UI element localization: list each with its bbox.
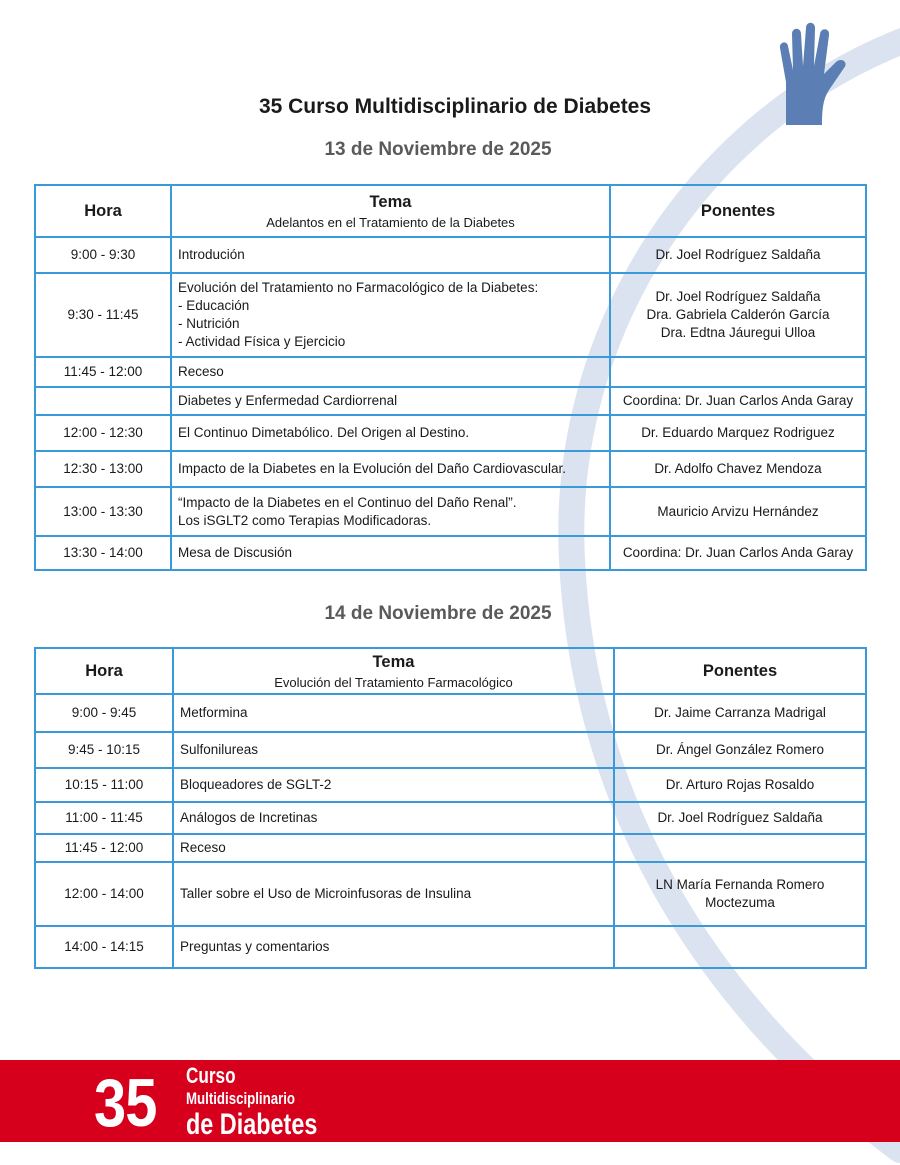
- cell-ponentes: Dr. Joel Rodríguez Saldaña Dra. Gabriela Calderón García Dra. Edtna Jáuregui Ulloa: [610, 273, 866, 357]
- column-header-tema-subtitle: Adelantos en el Tratamiento de la Diabetes: [266, 214, 515, 230]
- cell-tema: Impacto de la Diabetes en la Evolución del Daño Cardiovascular.: [171, 451, 610, 487]
- table-row: [35, 926, 866, 968]
- column-header-tema: [171, 185, 610, 237]
- table-row: [35, 415, 866, 451]
- cell-hora: 9:00 - 9:30: [35, 237, 171, 273]
- cell-hora: 12:30 - 13:00: [35, 451, 171, 487]
- cell-ponentes: Dr. Joel Rodríguez Saldaña: [610, 237, 866, 273]
- cell-tema: Bloqueadores de SGLT-2: [173, 768, 614, 802]
- cell-hora: 9:30 - 11:45: [35, 273, 171, 357]
- footer-logo-line2: Multidisciplinario: [186, 1089, 296, 1108]
- cell-hora: 12:00 - 12:30: [35, 415, 171, 451]
- cell-tema: Receso: [171, 357, 610, 387]
- cell-hora: 9:45 - 10:15: [35, 732, 173, 768]
- table-row: [35, 802, 866, 834]
- cell-tema: Introdución: [171, 237, 610, 273]
- table-row: [35, 862, 866, 926]
- cell-tema: Taller sobre el Uso de Microinfusoras de Insulina: [173, 862, 614, 926]
- column-header-tema-label: Tema: [372, 652, 415, 671]
- table-header-row: [35, 648, 866, 694]
- page-title: 35 Curso Multidisciplinario de Diabetes: [258, 95, 652, 118]
- cell-hora: 13:30 - 14:00: [35, 536, 171, 570]
- cell-tema: Mesa de Discusión: [171, 536, 610, 570]
- cell-hora: 11:00 - 11:45: [35, 802, 173, 834]
- cell-ponentes: Dr. Ángel González Romero: [614, 732, 866, 768]
- cell-hora: 10:15 - 11:00: [35, 768, 173, 802]
- cell-tema: “Impacto de la Diabetes en el Continuo del Daño Renal”. Los iSGLT2 como Terapias Modificadoras.: [171, 487, 610, 536]
- table-row: [35, 237, 866, 273]
- table-header-row: [35, 185, 866, 237]
- cell-ponentes: [614, 926, 866, 968]
- cell-ponentes: LN María Fernanda Romero Moctezuma: [614, 862, 866, 926]
- cell-hora: 12:00 - 14:00: [35, 862, 173, 926]
- cell-ponentes: [614, 834, 866, 862]
- footer-logo-number: 35: [94, 1065, 157, 1141]
- cell-tema: El Continuo Dimetabólico. Del Origen al Destino.: [171, 415, 610, 451]
- cell-ponentes: Mauricio Arvizu Hernández: [610, 487, 866, 536]
- schedule-table-day2: [34, 647, 867, 969]
- cell-ponentes: Dr. Eduardo Marquez Rodriguez: [610, 415, 866, 451]
- column-header-ponentes: Ponentes: [614, 648, 866, 694]
- cell-hora: 11:45 - 12:00: [35, 834, 173, 862]
- cell-ponentes: Dr. Joel Rodríguez Saldaña: [614, 802, 866, 834]
- cell-ponentes: Dr. Arturo Rojas Rosaldo: [614, 768, 866, 802]
- table-row: [35, 487, 866, 536]
- cell-hora: 13:00 - 13:30: [35, 487, 171, 536]
- cell-tema: Preguntas y comentarios: [173, 926, 614, 968]
- table-row: [35, 387, 866, 415]
- cell-hora: 14:00 - 14:15: [35, 926, 173, 968]
- table-row: [35, 536, 866, 570]
- schedule-table-day1: [34, 184, 867, 571]
- cell-ponentes: Coordina: Dr. Juan Carlos Anda Garay: [610, 387, 866, 415]
- column-header-ponentes: Ponentes: [610, 185, 866, 237]
- column-header-tema-subtitle: Evolución del Tratamiento Farmacológico: [274, 674, 513, 690]
- footer-logo-line1: Curso: [186, 1063, 236, 1088]
- table-row: [35, 357, 866, 387]
- cell-hora: [35, 387, 171, 415]
- cell-tema: Receso: [173, 834, 614, 862]
- cell-hora: 11:45 - 12:00: [35, 357, 171, 387]
- cell-tema: Sulfonilureas: [173, 732, 614, 768]
- cell-ponentes: [610, 357, 866, 387]
- cell-hora: 9:00 - 9:45: [35, 694, 173, 732]
- day2-date: 14 de Noviembre de 2025: [324, 603, 552, 624]
- column-header-hora: Hora: [35, 648, 173, 694]
- day1-date: 13 de Noviembre de 2025: [324, 139, 552, 160]
- table-row: [35, 694, 866, 732]
- column-header-tema: [173, 648, 614, 694]
- cell-ponentes: Dr. Adolfo Chavez Mendoza: [610, 451, 866, 487]
- column-header-tema-label: Tema: [369, 192, 412, 211]
- cell-tema: Metformina: [173, 694, 614, 732]
- footer-logo-line3: de Diabetes: [186, 1108, 318, 1141]
- cell-tema: Análogos de Incretinas: [173, 802, 614, 834]
- table-row: [35, 273, 866, 357]
- table-row: [35, 768, 866, 802]
- table-row: [35, 834, 866, 862]
- cell-ponentes: Coordina: Dr. Juan Carlos Anda Garay: [610, 536, 866, 570]
- column-header-hora: Hora: [35, 185, 171, 237]
- table-row: [35, 732, 866, 768]
- cell-tema: Evolución del Tratamiento no Farmacológico de la Diabetes: - Educación - Nutrición - Actividad Física y Ejercicio: [171, 273, 610, 357]
- table-row: [35, 451, 866, 487]
- cell-ponentes: Dr. Jaime Carranza Madrigal: [614, 694, 866, 732]
- cell-tema: Diabetes y Enfermedad Cardiorrenal: [171, 387, 610, 415]
